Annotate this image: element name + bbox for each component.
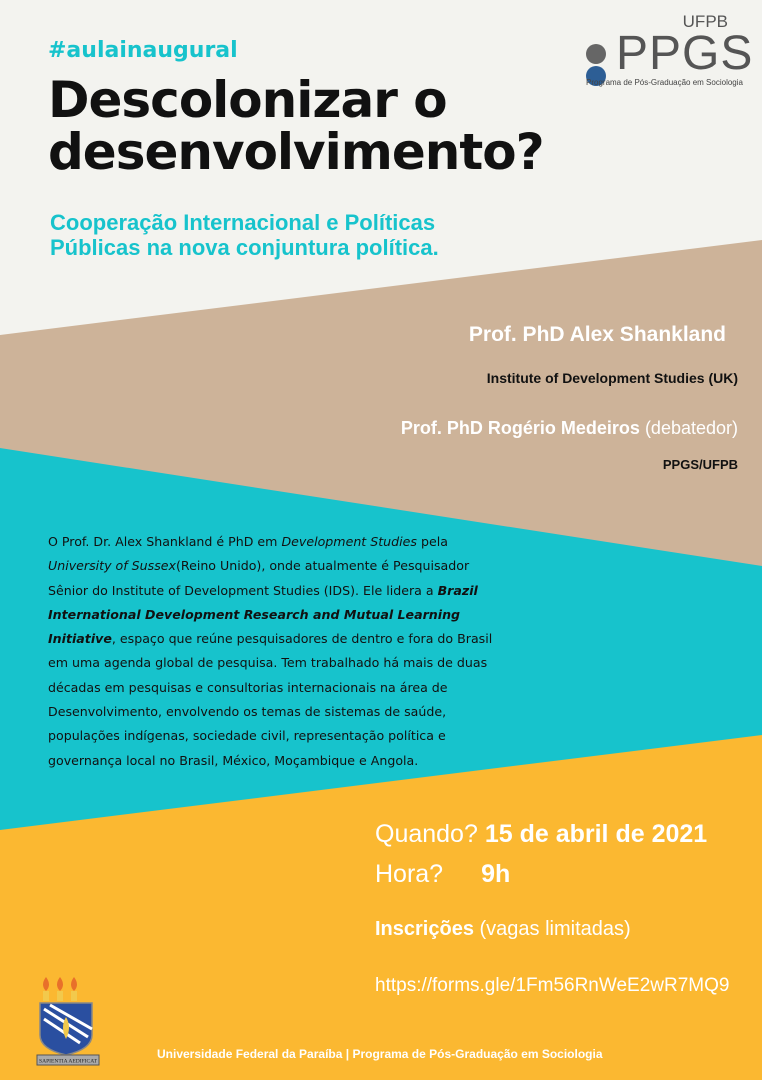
speaker-2-role: (debatedor) (639, 418, 738, 438)
date-value: 15 de abril de 2021 (484, 820, 708, 848)
bio-text: , espaço que reúne pesquisadores de dentro e fora do Brasil em uma agenda global de pesquisa. Tem trabalhado há mais de duas décadas em pesquisas e consultorias internacionais na área de Desenvolvimento, envolvendo os temas de sistemas de saúde, populações indígenas, sociedade civil, representação política e governança local no Brasil, México, Moçambique e Angola. (48, 631, 493, 768)
logo-subtitle: Programa de Pós-Graduação em Sociologia (586, 78, 743, 87)
logo-ppgs: PPGS (616, 27, 754, 80)
registration (375, 918, 631, 941)
bio-text: O Prof. Dr. Alex Shankland é PhD em (48, 534, 282, 549)
speaker-2-institution: PPGS/UFPB (662, 457, 738, 472)
title-line-2: desenvolvimento? (48, 123, 544, 181)
hashtag: #aulainaugural (48, 38, 238, 63)
speaker-2 (401, 418, 738, 439)
subtitle-line-2: Públicas na nova conjuntura política. (50, 235, 439, 260)
bio-text: (Reino Unido), onde atualmente é Pesquisador Sênior do Institute of Development Studies (IDS). Ele lidera a (48, 558, 470, 598)
subtitle-line-1: Cooperação Internacional e Políticas (50, 210, 436, 235)
speaker-2-name: Prof. PhD Rogério Medeiros (400, 418, 640, 438)
event-title (48, 71, 544, 181)
time-value: 9h (481, 860, 511, 888)
event-time (375, 860, 510, 889)
registration-note: (vagas limitadas) (473, 918, 631, 940)
speaker-1-institution: Institute of Development Studies (UK) (486, 370, 738, 386)
event-date (375, 820, 707, 849)
bio-text: pela (416, 534, 448, 549)
speaker-bio (48, 530, 493, 773)
time-label: Hora? (375, 860, 444, 888)
date-label: Quando? (375, 820, 478, 848)
event-subtitle (50, 210, 439, 260)
bio-italic: Development Studies (281, 534, 417, 549)
bio-italic: University of Sussex (48, 558, 176, 574)
bio-bold-italic: Brazil International Development Research and Mutual Learning Initiative (48, 582, 478, 647)
title-line-1: Descolonizar o (48, 71, 447, 129)
ufpb-crest-icon (36, 975, 100, 1067)
ppgs-logo (586, 12, 754, 92)
registration-label: Inscrições (375, 918, 474, 940)
registration-link[interactable]: https://forms.gle/1Fm56RnWeE2wR7MQ9 (375, 975, 730, 996)
footer-text: Universidade Federal da Paraíba | Programa de Pós-Graduação em Sociologia (157, 1047, 603, 1061)
logo-ufpb: UFPB (682, 12, 728, 31)
speaker-1-name: Prof. PhD Alex Shankland (468, 323, 726, 346)
crest-motto: SAPIENTIA AEDIFICAT (39, 1058, 98, 1065)
logo-dot-gray-icon (586, 44, 606, 64)
